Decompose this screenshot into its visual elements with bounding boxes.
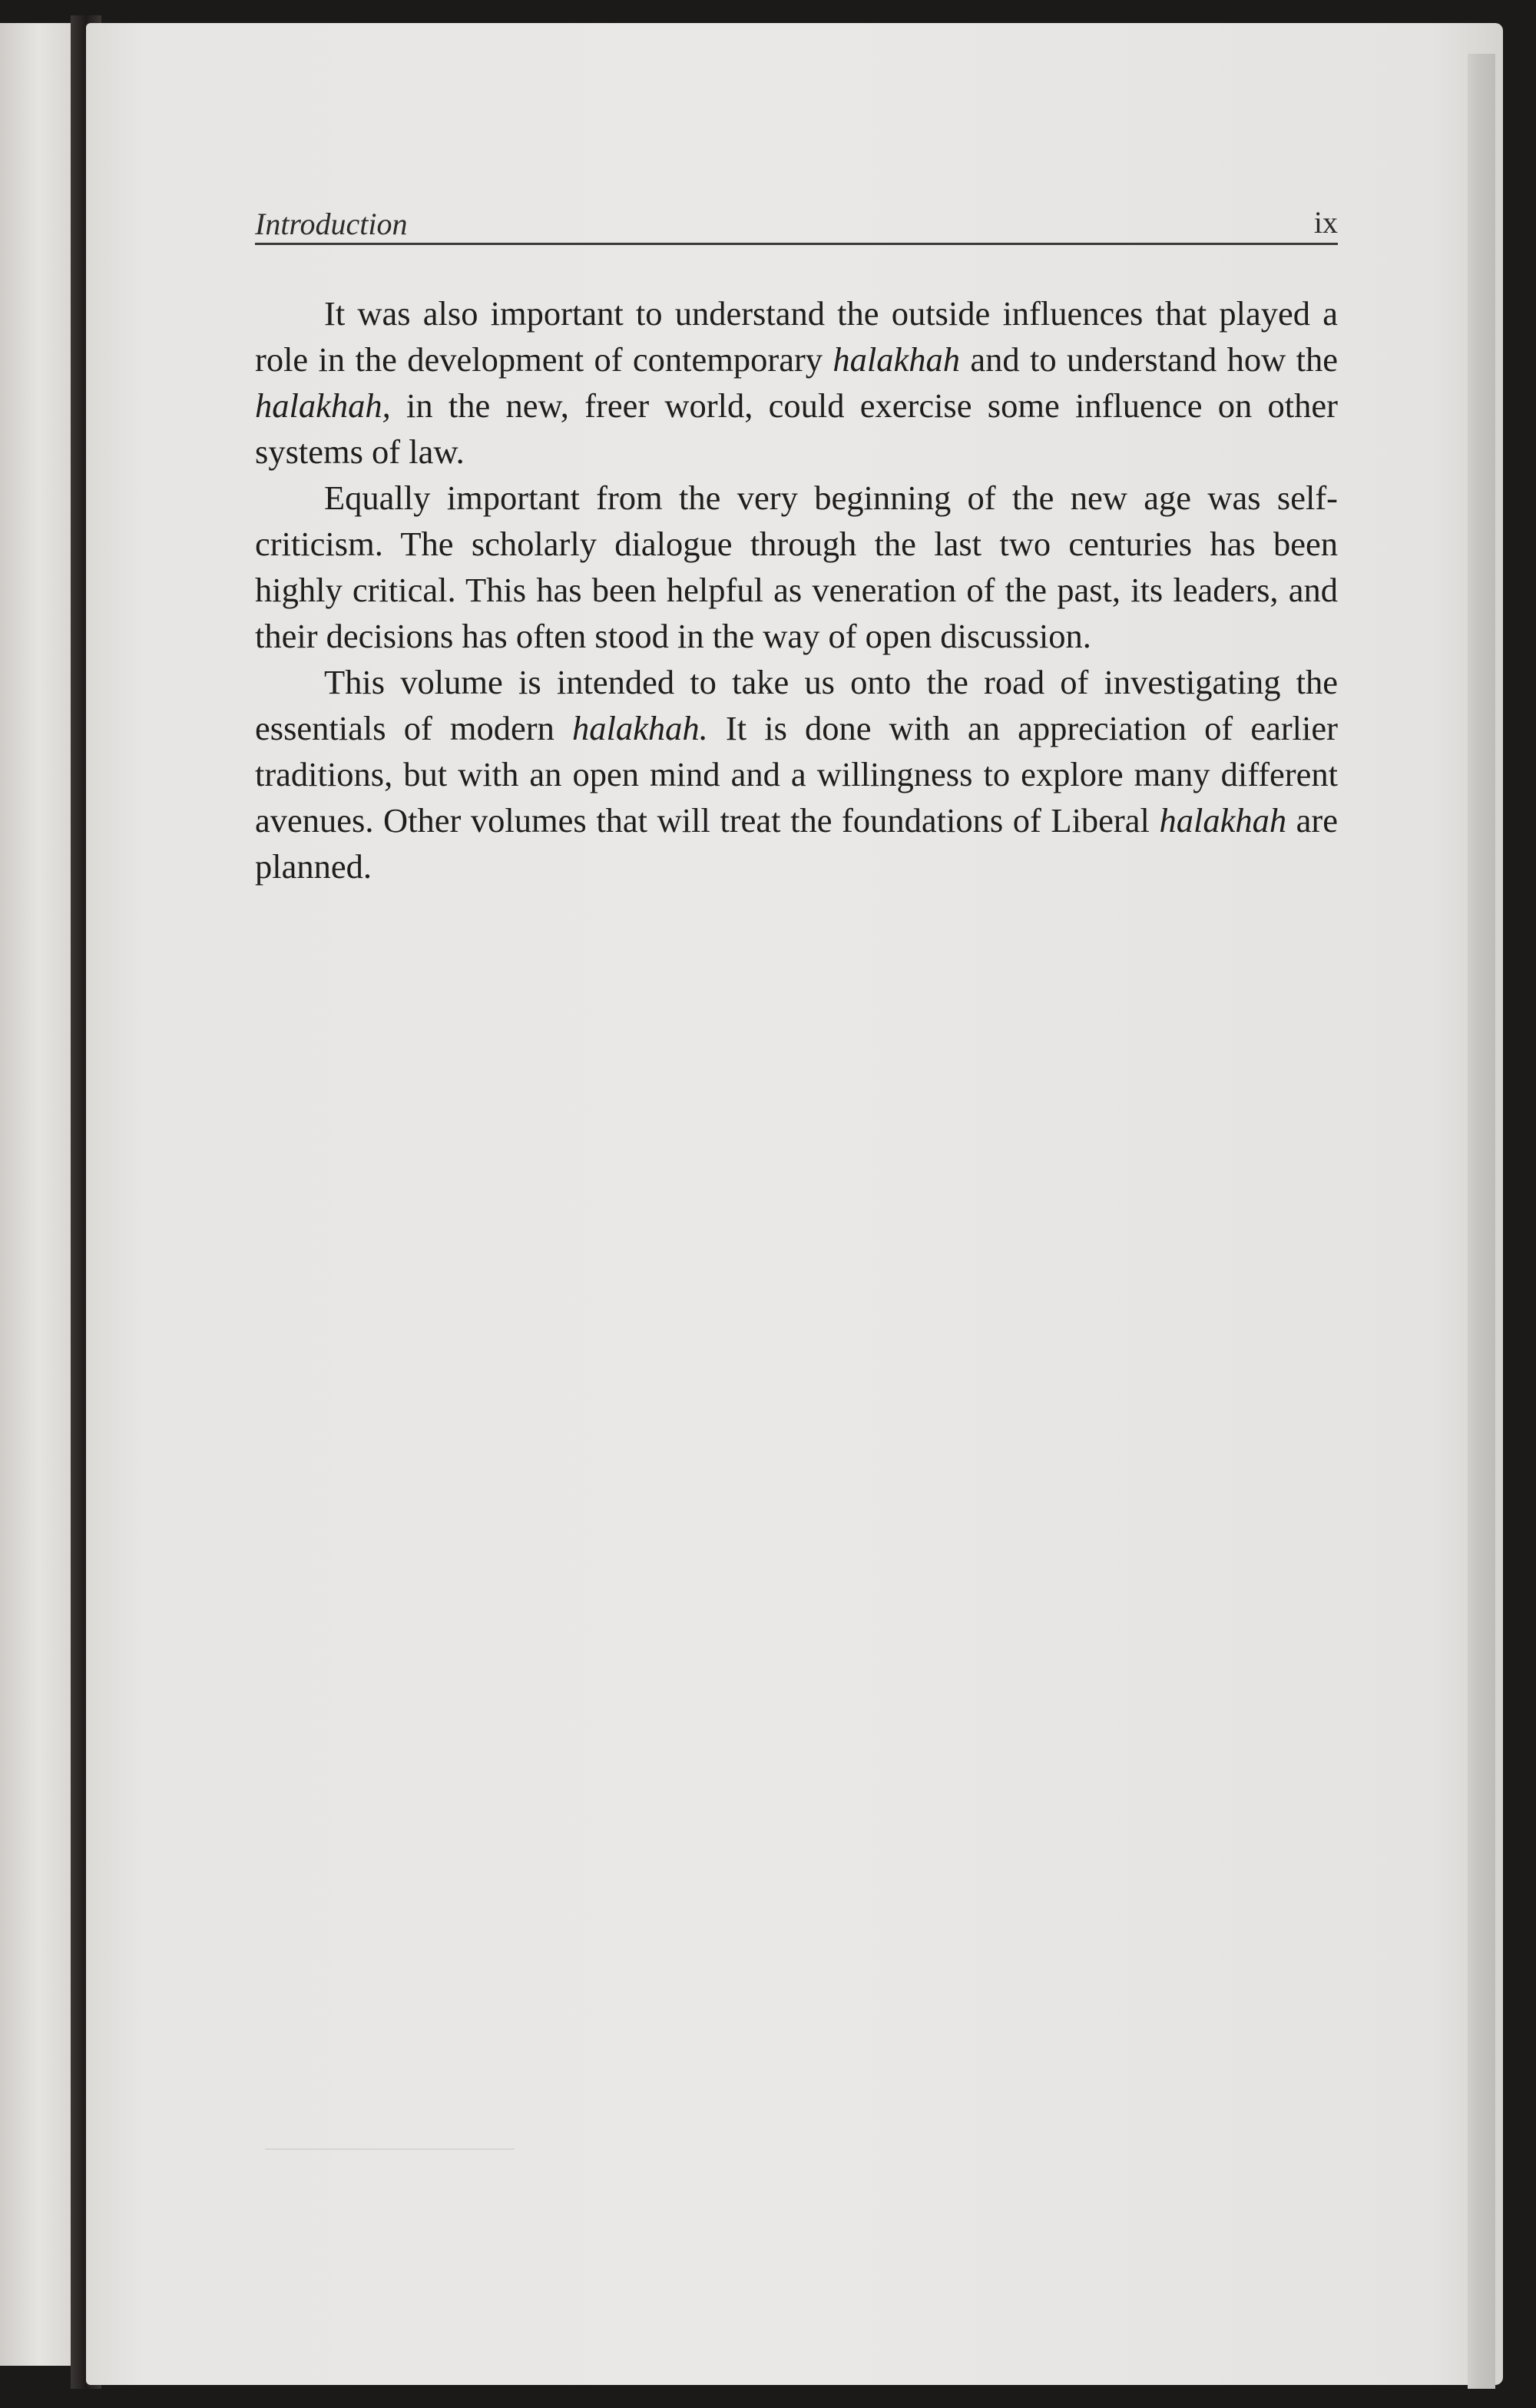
page-stack-edge	[1468, 54, 1495, 2389]
running-head: Introduction	[255, 207, 408, 241]
text-segment: It is done with an appreciation of earlier traditions, but with an open mind and a willingness to explore many different avenues. Other volumes that will treat the foundations of Liberal	[255, 709, 1338, 840]
italic-term: halakhah	[1159, 801, 1287, 840]
text-segment: This volume is intended to take us onto the road of investigating the essentials of modern	[255, 663, 1338, 747]
body-text	[255, 290, 1338, 889]
text-segment: are planned.	[255, 801, 1338, 886]
body-paragraph	[255, 290, 1338, 475]
previous-page-edge	[0, 23, 71, 2366]
italic-term: halakhah.	[571, 709, 708, 747]
page-number: ix	[1313, 205, 1338, 240]
italic-term: halakhah	[833, 340, 961, 379]
text-segment: in the new, freer world, could exercise some influence on other systems of law.	[255, 386, 1338, 471]
italic-term: halakhah,	[255, 386, 391, 425]
body-paragraph	[255, 475, 1338, 659]
page-header	[255, 203, 1338, 245]
text-segment: It was also important to understand the outside influences that played a role in the development of contemporary	[255, 294, 1338, 379]
body-paragraph	[255, 659, 1338, 889]
text-segment: and to understand how the	[960, 340, 1338, 379]
text-segment: Equally important from the very beginning of the new age was self-criticism. The scholarly dialogue through the last two centuries has been highly critical. This has been helpful as veneration of the past, its leaders, and their decisions has often stood in the way of open discussion.	[255, 479, 1338, 655]
show-through-footnote-rule	[265, 2148, 515, 2150]
